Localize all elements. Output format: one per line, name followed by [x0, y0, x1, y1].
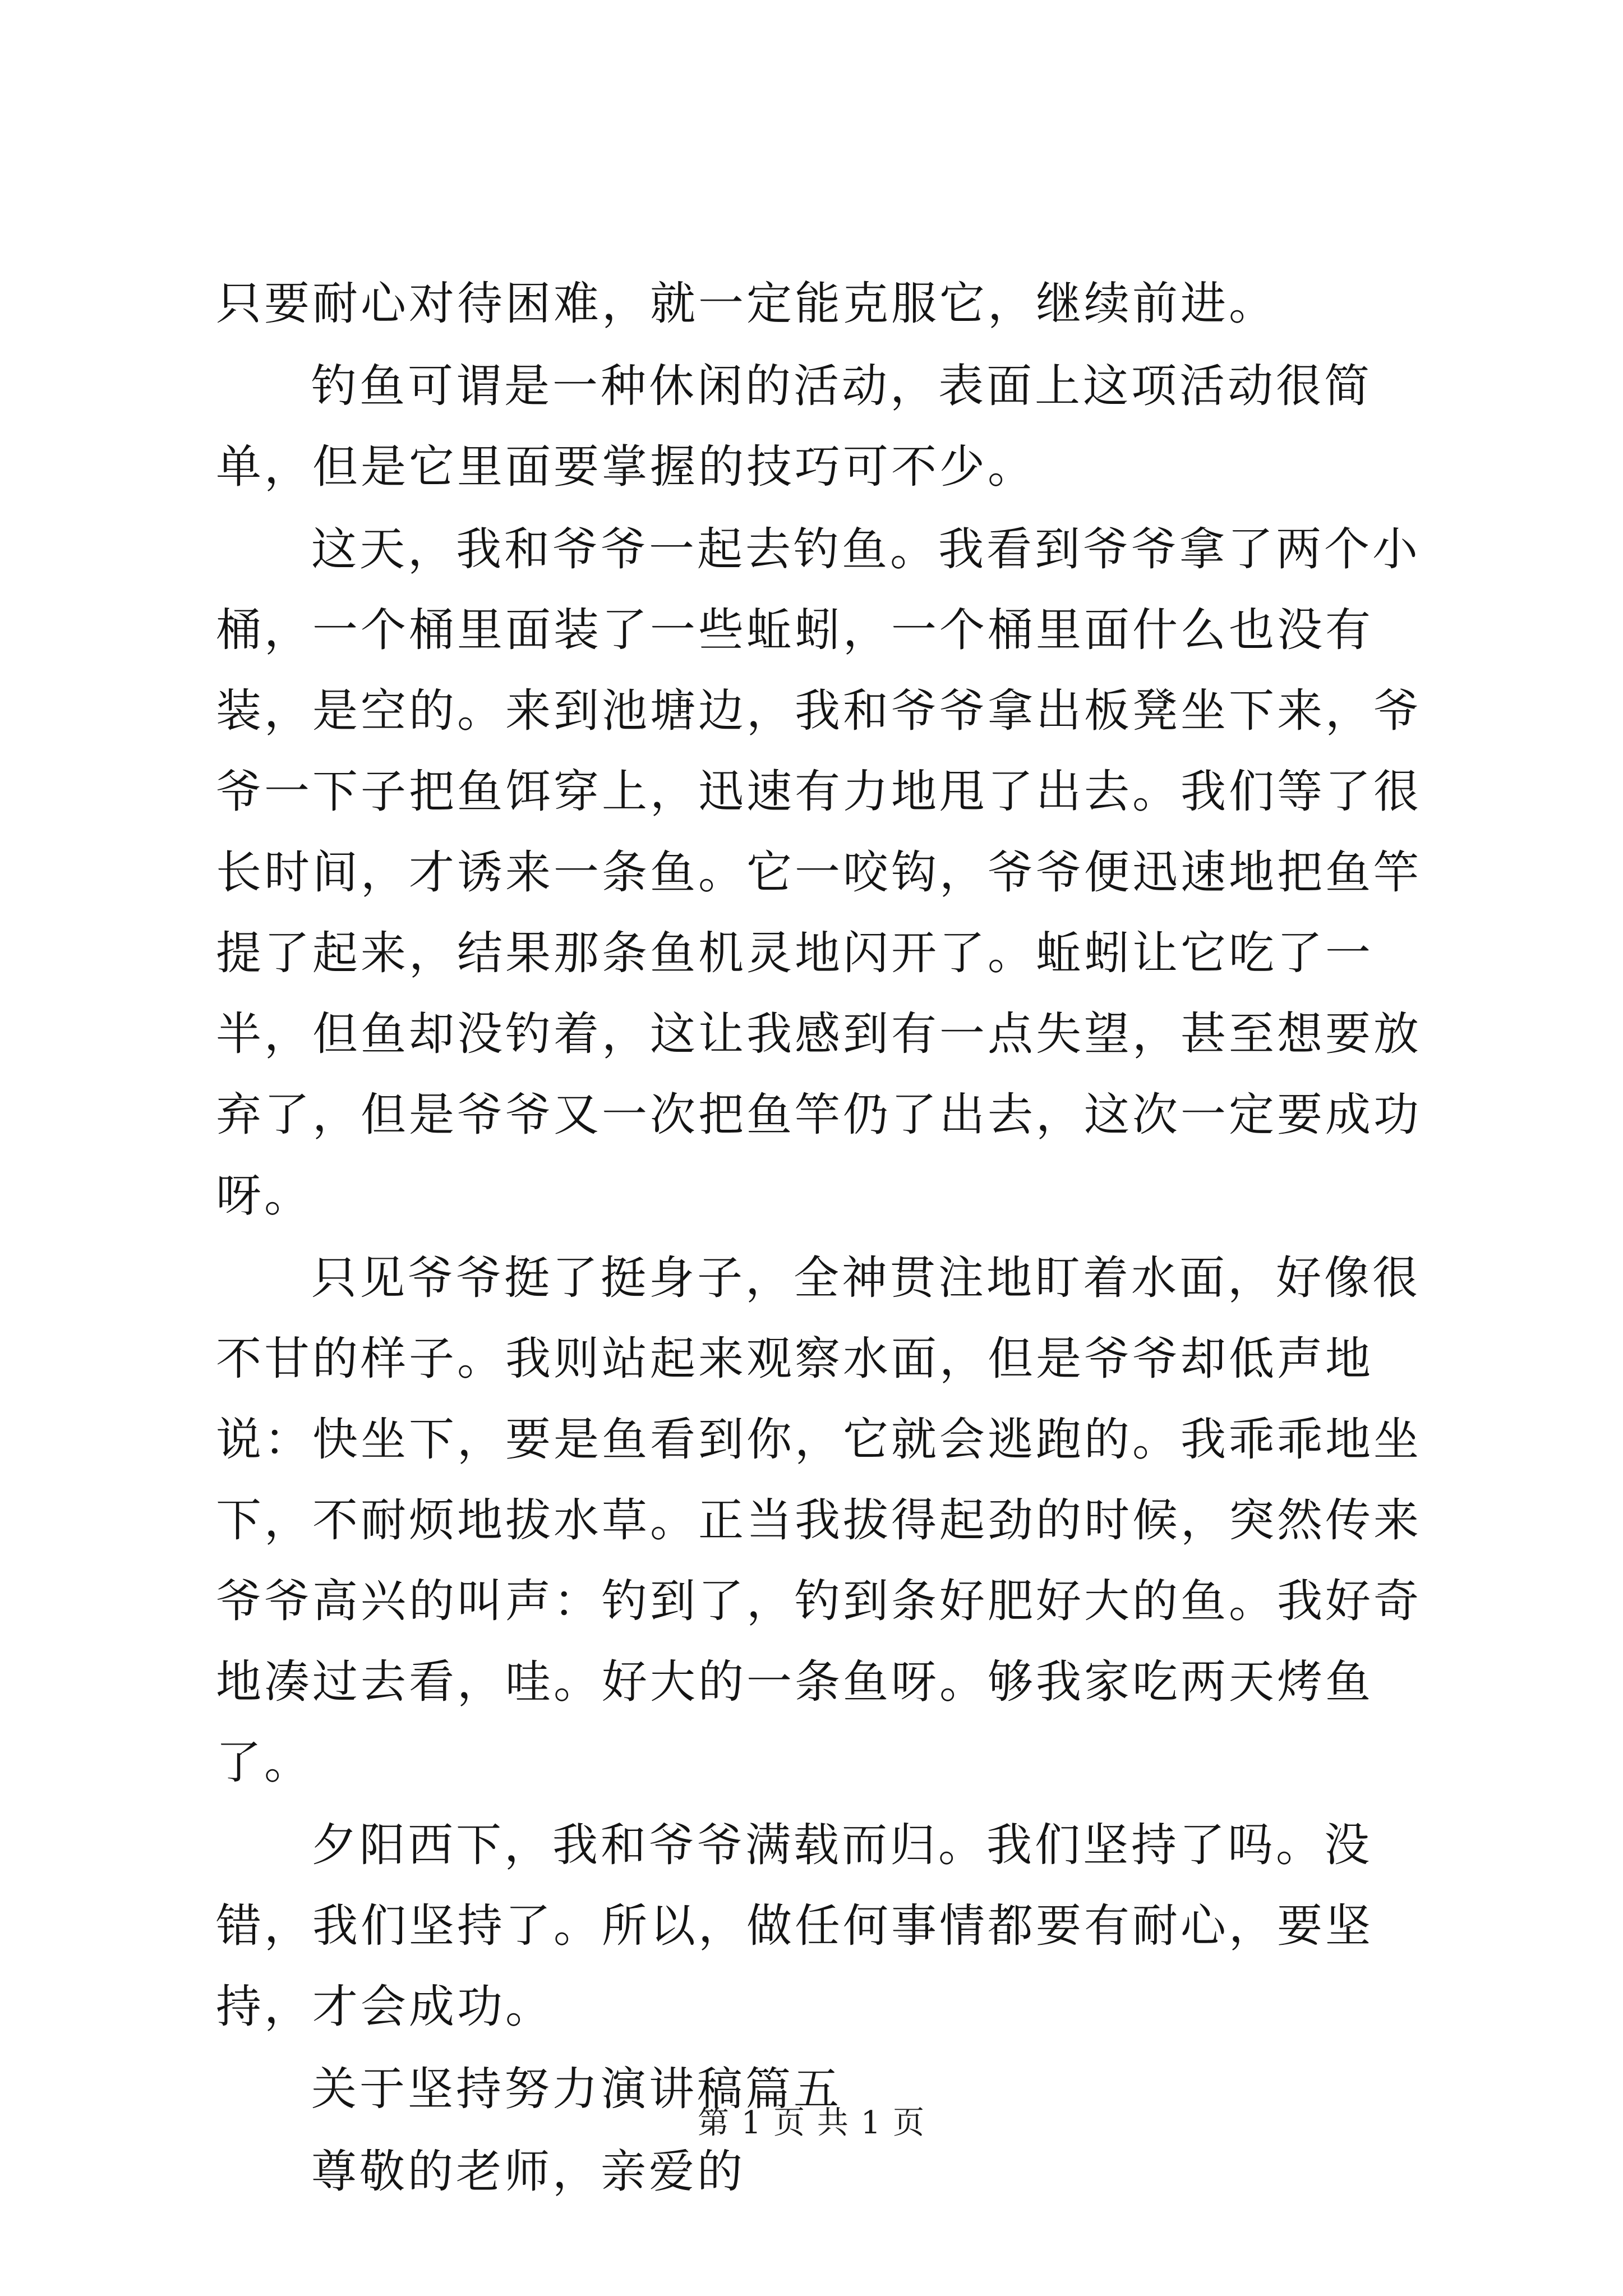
page-footer: 第 1 页 共 1 页 [697, 2105, 926, 2141]
section-heading: 关于坚持努力演讲稿篇五 [311, 2063, 842, 2116]
salutation: 尊敬的老师，亲爱的 [311, 2146, 746, 2198]
paragraph-5: 夕阳西下，我和爷爷满载而归。我们坚持了吗。没错，我们坚持了。所以，做任何事情都要有耐心，要坚持，才会成功。 [216, 1819, 1374, 2033]
paragraph-4: 只见爷爷挺了挺身子，全神贯注地盯着水面，好像很不甘的样子。我则站起来观察水面，但是爷爷却低声地说：快坐下，要是鱼看到你，它就会逃跑的。我乖乖地坐下，不耐烦地拔水草。正当我拔得起劲的时候，突然传来爷爷高兴的叫声：钓到了，钓到条好肥好大的鱼。我好奇地凑过去看，哇。好大的一条鱼呀。够我家吃两天烤鱼了。 [216, 1252, 1422, 1789]
document-body [216, 264, 1427, 2214]
paragraph-1: 只要耐心对待困难，就一定能克服它，继续前进。 [216, 278, 1278, 330]
paragraph-3: 这天，我和爷爷一起去钓鱼。我看到爷爷拿了两个小桶，一个桶里面装了一些蚯蚓，一个桶里面什么也没有装，是空的。来到池塘边，我和爷爷拿出板凳坐下来，爷爷一下子把鱼饵穿上，迅速有力地甩了出去。我们等了很长时间，才诱来一条鱼。它一咬钩，爷爷便迅速地把鱼竿提了起来，结果那条鱼机灵地闪开了。蚯蚓让它吃了一半，但鱼却没钓着，这让我感到有一点失望，甚至想要放弃了，但是爷爷又一次把鱼竿仍了出去，这次一定要成功呀。 [216, 523, 1422, 1222]
paragraph-2: 钓鱼可谓是一种休闲的活动，表面上这项活动很简单，但是它里面要掌握的技巧可不少。 [216, 360, 1373, 494]
